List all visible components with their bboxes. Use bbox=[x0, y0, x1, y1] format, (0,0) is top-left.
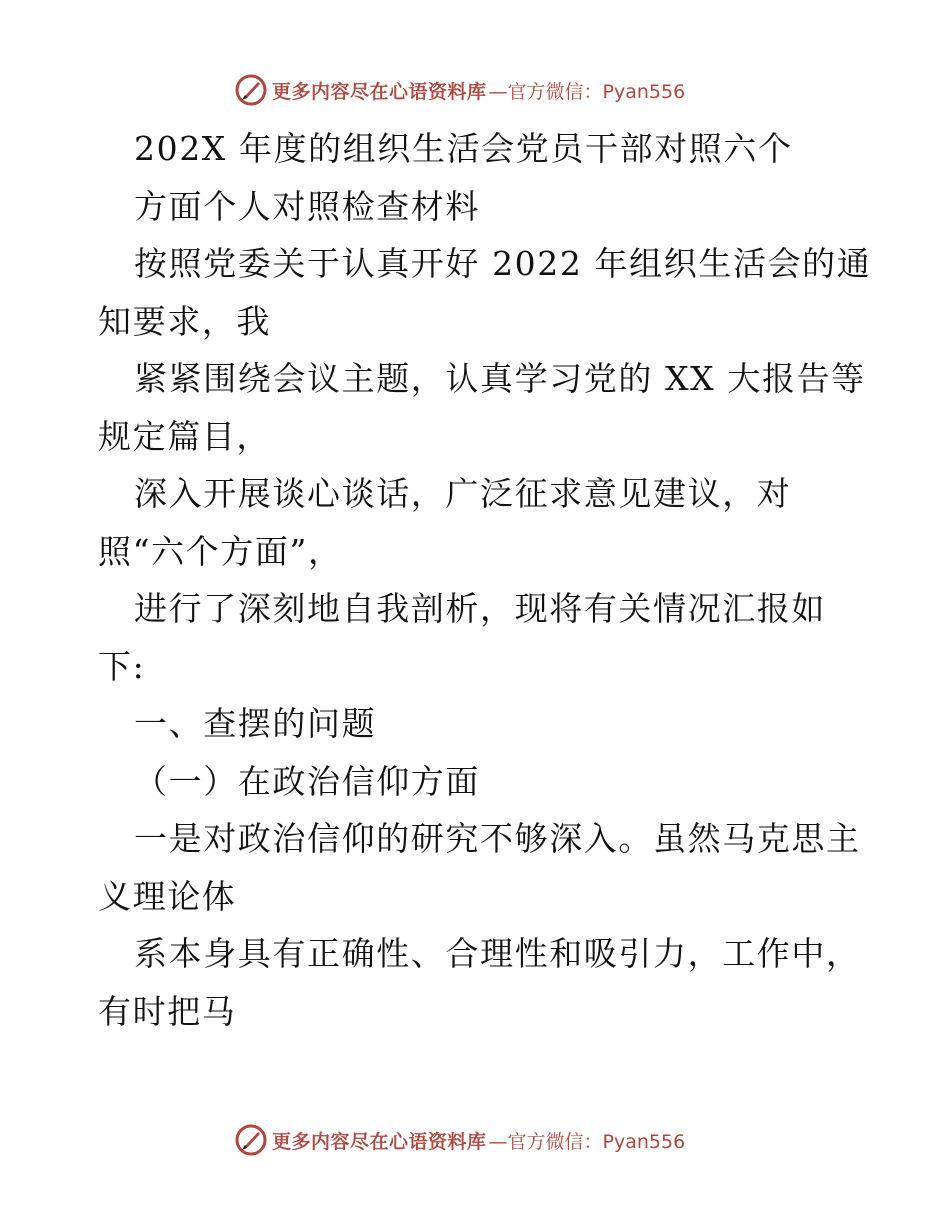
text-line: 深入开展谈心谈话，广泛征求意见建议，对 bbox=[134, 474, 792, 513]
quill-logo-icon bbox=[234, 1123, 268, 1157]
text-line: 一、查摆的问题 bbox=[134, 704, 377, 743]
text-line: （一）在政治信仰方面 bbox=[134, 761, 480, 801]
text-line: 照“六个方面”， bbox=[98, 531, 343, 571]
document-body bbox=[98, 120, 872, 1040]
text-line: 方面个人对照检查材料 bbox=[134, 186, 480, 226]
text-line: 系本身具有正确性、合理性和吸引力，工作中， bbox=[134, 934, 861, 973]
watermark-sub-text: —官方微信：Pyan556 bbox=[488, 1130, 686, 1153]
watermark-main-text: 更多内容尽在心语资料库 bbox=[272, 80, 487, 103]
text-line: 有时把马 bbox=[98, 991, 237, 1031]
text-line: 知要求，我 bbox=[98, 301, 271, 341]
text-line: 按照党委关于认真开好 2022 年组织生活会的通 bbox=[134, 244, 872, 283]
watermark-main-text: 更多内容尽在心语资料库 bbox=[272, 1130, 487, 1153]
text-line: 下: bbox=[98, 646, 146, 686]
text-line: 紧紧围绕会议主题，认真学习党的 XX 大报告等 bbox=[134, 359, 866, 398]
quill-logo-icon bbox=[234, 73, 268, 107]
text-line: 义理论体 bbox=[98, 876, 237, 916]
text-line: 规定篇目， bbox=[98, 416, 271, 456]
footer-watermark bbox=[234, 1122, 685, 1158]
watermark-sub-text: —官方微信：Pyan556 bbox=[488, 80, 686, 103]
header-watermark bbox=[234, 72, 685, 108]
text-line: 202X 年度的组织生活会党员干部对照六个 bbox=[134, 129, 793, 168]
text-line: 进行了深刻地自我剖析，现将有关情况汇报如 bbox=[134, 589, 826, 628]
text-line: 一是对政治信仰的研究不够深入。虽然马克思主 bbox=[134, 819, 861, 858]
